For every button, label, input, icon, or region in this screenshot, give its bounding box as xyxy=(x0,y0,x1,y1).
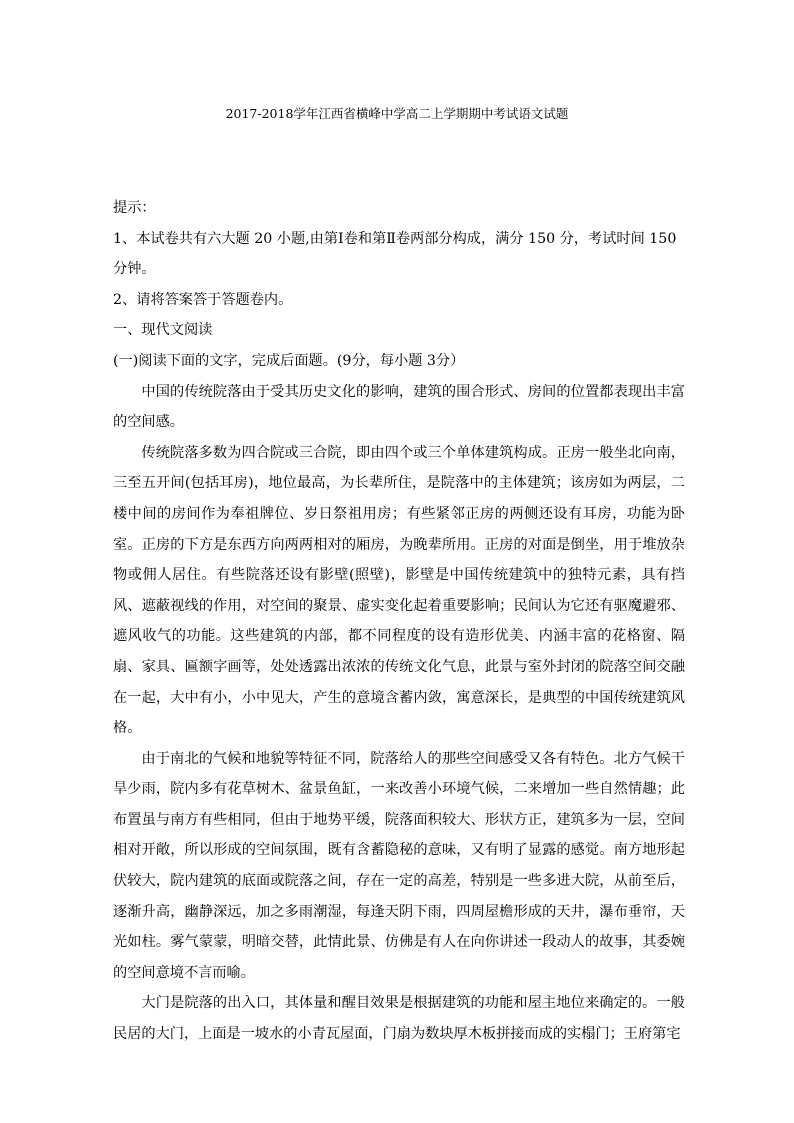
document-body xyxy=(113,193,685,1050)
passage-paragraph: 传统院落多数为四合院或三合院，即由四个或三个单体建筑构成。正房一般坐北向南，三至五开间(包括耳房)，地位最高，为长辈所住，是院落中的主体建筑；该房如为两层，二楼中间的房间作为奉祖牌位、岁日祭祖用房；有些紧邻正房的两侧还设有耳房，功能为卧室。正房的下方是东西方向两两相对的厢房，为晚辈所用。正房的对面是倒坐，用于堆放杂物或佣人居住。有些院落还设有影壁(照壁)，影壁是中国传统建筑中的独特元素，具有挡风、遮蔽视线的作用，对空间的聚景、虚实变化起着重要影响；民间认为它还有驱魔避邪、遮风收气的功能。这些建筑的内部，都不同程度的设有造形优美、内涵丰富的花格窗、隔扇、家具、匾额字画等，处处透露出浓浓的传统文化气息，此景与室外封闭的院落空间交融在一起，大中有小，小中见大，产生的意境含蓄内敛，寓意深长，是典型的中国传统建筑风格。 xyxy=(113,444,685,737)
document-title: 2017-2018学年江西省横峰中学高二上学期期中考试语文试题 xyxy=(225,106,569,121)
note-item: 2、请将答案答于答题卷内。 xyxy=(113,291,293,308)
notes-label: 提示： xyxy=(113,200,156,216)
passage-paragraph: 由于南北的气候和地貌等特征不同，院落给人的那些空间感受又各有特色。北方气候干旱少雨，院内多有花草树木、盆景鱼缸，一来改善小环境气候，二来增加一些自然情趣；此布置虽与南方有些相同，但由于地势平缓，院落面积较大、形状方正，建筑多为一层，空间相对开敞，所以形成的空间氛围，既有含蓄隐秘的意味，又有明了显露的感觉。南方地形起伏较大，院内建筑的底面或院落之间，存在一定的高差，特别是一些多进大院，从前至后，逐渐升高，幽静深远，加之多雨潮湿，每逢天阴下雨，四周屋檐形成的天井，瀑布垂帘，天光如柱。雾气蒙蒙，明暗交替，此情此景、仿佛是有人在向你讲述一段动人的故事，其委婉的空间意境不言而喻。 xyxy=(113,750,685,981)
note-item: 1、本试卷共有六大题 20 小题,由第Ⅰ卷和第Ⅱ卷两部分构成，满分 150 分，考试时间 150 分钟。 xyxy=(113,230,677,278)
passage-paragraph: 中国的传统院落由于受其历史文化的影响，建筑的围合形式、房间的位置都表现出丰富的空间感。 xyxy=(113,383,685,431)
section-heading: 一、现代文阅读 xyxy=(113,322,213,339)
subsection-heading: (一)阅读下面的文字，完成后面题。(9分，每小题 3分） xyxy=(113,352,465,369)
passage-paragraph: 大门是院落的出入口，其体量和醒目效果是根据建筑的功能和屋主地位来确定的。一般民居的大门，上面是一坡水的小青瓦屋面，门扇为数块厚木板拼接而成的实榻门；王府第宅 xyxy=(113,995,685,1043)
